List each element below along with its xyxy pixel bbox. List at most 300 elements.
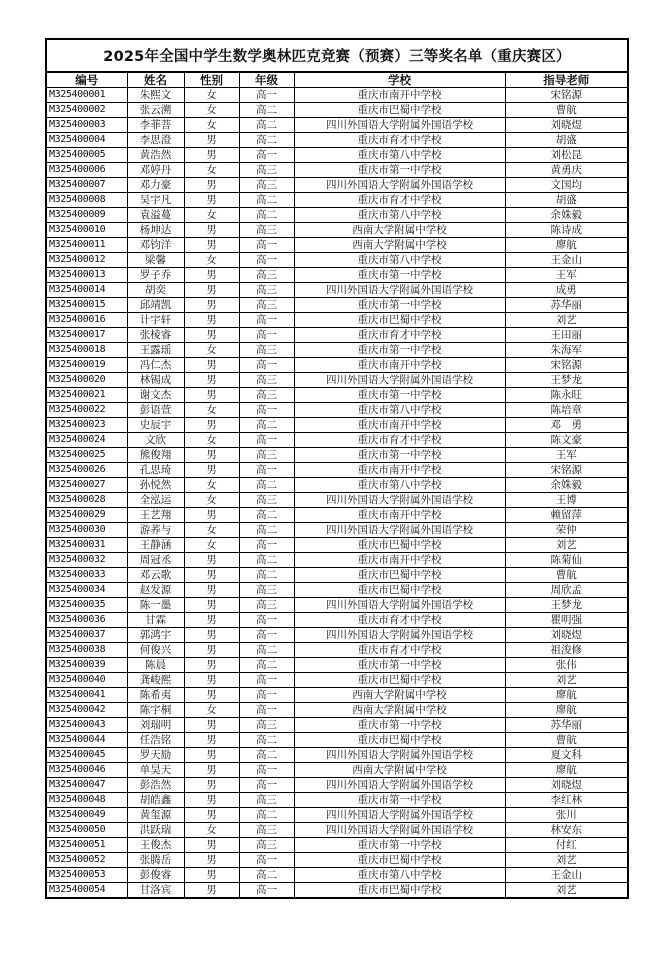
table-row: [46, 208, 628, 223]
cell-id: M325400050: [46, 823, 127, 838]
cell-grade: 高三: [239, 493, 294, 508]
table-row: [46, 838, 628, 853]
cell-school: 四川外国语大学附属外国语学校: [294, 628, 505, 643]
cell-school: 重庆市巴蜀中学校: [294, 853, 505, 868]
cell-teacher: 夏文科: [505, 748, 628, 763]
cell-school: 重庆市第一中学校: [294, 343, 505, 358]
table-row: [46, 358, 628, 373]
cell-id: M325400047: [46, 778, 127, 793]
cell-id: M325400023: [46, 418, 127, 433]
column-header-grade: 年级: [239, 72, 294, 88]
cell-gender: 男: [184, 583, 239, 598]
cell-gender: 男: [184, 448, 239, 463]
cell-gender: 男: [184, 358, 239, 373]
cell-name: 洪跃瑞: [127, 823, 184, 838]
cell-school: 重庆市南开中学校: [294, 463, 505, 478]
cell-id: M325400034: [46, 583, 127, 598]
cell-id: M325400018: [46, 343, 127, 358]
cell-teacher: 刘艺: [505, 883, 628, 899]
cell-id: M325400017: [46, 328, 127, 343]
cell-name: 邓钧洋: [127, 238, 184, 253]
cell-gender: 女: [184, 403, 239, 418]
cell-teacher: 荣仲: [505, 523, 628, 538]
cell-id: M325400016: [46, 313, 127, 328]
table-row: [46, 553, 628, 568]
cell-grade: 高三: [239, 373, 294, 388]
cell-id: M325400035: [46, 598, 127, 613]
table-row: [46, 718, 628, 733]
cell-gender: 男: [184, 508, 239, 523]
cell-grade: 高一: [239, 313, 294, 328]
table-row: [46, 148, 628, 163]
cell-id: M325400003: [46, 118, 127, 133]
cell-name: 孙悦然: [127, 478, 184, 493]
cell-gender: 女: [184, 478, 239, 493]
cell-grade: 高二: [239, 208, 294, 223]
cell-name: 胡皓鑫: [127, 793, 184, 808]
cell-teacher: 曹航: [505, 103, 628, 118]
cell-school: 四川外国语大学附属外国语学校: [294, 808, 505, 823]
cell-school: 西南大学附属中学校: [294, 763, 505, 778]
cell-grade: 高三: [239, 283, 294, 298]
cell-gender: 男: [184, 223, 239, 238]
cell-school: 重庆市第一中学校: [294, 658, 505, 673]
cell-grade: 高一: [239, 613, 294, 628]
cell-school: 重庆市第一中学校: [294, 163, 505, 178]
cell-gender: 男: [184, 283, 239, 298]
cell-id: M325400028: [46, 493, 127, 508]
cell-teacher: 成勇: [505, 283, 628, 298]
cell-id: M325400022: [46, 403, 127, 418]
cell-teacher: 廖航: [505, 688, 628, 703]
cell-grade: 高一: [239, 628, 294, 643]
cell-gender: 男: [184, 133, 239, 148]
cell-name: 李思澄: [127, 133, 184, 148]
cell-name: 黄玺源: [127, 808, 184, 823]
cell-gender: 男: [184, 568, 239, 583]
table-row: [46, 478, 628, 493]
cell-grade: 高三: [239, 388, 294, 403]
cell-school: 重庆市第八中学校: [294, 208, 505, 223]
cell-school: 重庆市南开中学校: [294, 418, 505, 433]
cell-gender: 男: [184, 328, 239, 343]
cell-teacher: 赖留萍: [505, 508, 628, 523]
table-row: [46, 628, 628, 643]
cell-grade: 高二: [239, 133, 294, 148]
table-row: [46, 328, 628, 343]
cell-id: M325400042: [46, 703, 127, 718]
cell-grade: 高二: [239, 643, 294, 658]
cell-name: 甘洛宾: [127, 883, 184, 899]
cell-id: M325400033: [46, 568, 127, 583]
cell-id: M325400024: [46, 433, 127, 448]
cell-school: 重庆市第一中学校: [294, 268, 505, 283]
table-row: [46, 748, 628, 763]
cell-grade: 高一: [239, 328, 294, 343]
table-row: [46, 283, 628, 298]
cell-name: 陈希夷: [127, 688, 184, 703]
cell-school: 重庆市巴蜀中学校: [294, 568, 505, 583]
cell-name: 陈一墨: [127, 598, 184, 613]
cell-grade: 高三: [239, 793, 294, 808]
cell-gender: 女: [184, 163, 239, 178]
table-row: [46, 868, 628, 883]
cell-grade: 高一: [239, 253, 294, 268]
cell-grade: 高二: [239, 508, 294, 523]
table-row: [46, 583, 628, 598]
cell-gender: 男: [184, 238, 239, 253]
header-row: [46, 72, 628, 88]
cell-grade: 高三: [239, 838, 294, 853]
cell-teacher: 刘艺: [505, 853, 628, 868]
cell-grade: 高三: [239, 268, 294, 283]
table-row: [46, 538, 628, 553]
cell-id: M325400044: [46, 733, 127, 748]
table-row: [46, 688, 628, 703]
cell-teacher: 廖航: [505, 703, 628, 718]
cell-school: 四川外国语大学附属外国语学校: [294, 778, 505, 793]
document-title: 2025年全国中学生数学奥林匹克竞赛（预赛）三等奖名单（重庆赛区）: [46, 39, 628, 72]
cell-grade: 高三: [239, 163, 294, 178]
cell-gender: 男: [184, 553, 239, 568]
cell-gender: 女: [184, 433, 239, 448]
cell-name: 任浩铭: [127, 733, 184, 748]
cell-name: 李菲菩: [127, 118, 184, 133]
cell-grade: 高三: [239, 583, 294, 598]
table-row: [46, 463, 628, 478]
cell-gender: 男: [184, 733, 239, 748]
cell-gender: 男: [184, 418, 239, 433]
cell-teacher: 李红林: [505, 793, 628, 808]
cell-id: M325400009: [46, 208, 127, 223]
cell-id: M325400051: [46, 838, 127, 853]
cell-name: 陈宇桐: [127, 703, 184, 718]
cell-grade: 高二: [239, 808, 294, 823]
cell-name: 黄浩然: [127, 148, 184, 163]
cell-grade: 高一: [239, 463, 294, 478]
column-header-school: 学校: [294, 72, 505, 88]
cell-name: 彭语萱: [127, 403, 184, 418]
table-row: [46, 643, 628, 658]
cell-teacher: 余姝毅: [505, 478, 628, 493]
cell-teacher: 陈诗成: [505, 223, 628, 238]
cell-grade: 高一: [239, 673, 294, 688]
cell-teacher: 刘晓煜: [505, 118, 628, 133]
cell-school: 重庆市南开中学校: [294, 508, 505, 523]
cell-teacher: 王金山: [505, 253, 628, 268]
cell-name: 史辰宇: [127, 418, 184, 433]
cell-school: 四川外国语大学附属外国语学校: [294, 823, 505, 838]
cell-id: M325400040: [46, 673, 127, 688]
cell-name: 吴宇凡: [127, 193, 184, 208]
cell-gender: 女: [184, 103, 239, 118]
cell-grade: 高一: [239, 703, 294, 718]
cell-id: M325400011: [46, 238, 127, 253]
cell-teacher: 王博: [505, 493, 628, 508]
cell-grade: 高二: [239, 478, 294, 493]
cell-teacher: 邓 勇: [505, 418, 628, 433]
cell-grade: 高一: [239, 538, 294, 553]
cell-id: M325400015: [46, 298, 127, 313]
cell-id: M325400048: [46, 793, 127, 808]
cell-id: M325400014: [46, 283, 127, 298]
cell-gender: 男: [184, 388, 239, 403]
cell-grade: 高二: [239, 193, 294, 208]
cell-gender: 男: [184, 298, 239, 313]
cell-teacher: 陈文豪: [505, 433, 628, 448]
cell-teacher: 王军: [505, 448, 628, 463]
cell-grade: 高三: [239, 298, 294, 313]
cell-name: 彭浩然: [127, 778, 184, 793]
cell-name: 罗天励: [127, 748, 184, 763]
cell-id: M325400046: [46, 763, 127, 778]
cell-teacher: 刘晓煜: [505, 778, 628, 793]
cell-teacher: 王梦龙: [505, 373, 628, 388]
cell-teacher: 苏华丽: [505, 718, 628, 733]
cell-grade: 高二: [239, 118, 294, 133]
cell-gender: 男: [184, 688, 239, 703]
cell-school: 重庆市育才中学校: [294, 328, 505, 343]
cell-id: M325400039: [46, 658, 127, 673]
cell-gender: 男: [184, 868, 239, 883]
table-row: [46, 103, 628, 118]
cell-gender: 女: [184, 118, 239, 133]
cell-school: 重庆市巴蜀中学校: [294, 583, 505, 598]
cell-grade: 高二: [239, 103, 294, 118]
cell-school: 重庆市育才中学校: [294, 643, 505, 658]
table-row: [46, 118, 628, 133]
cell-name: 全泓运: [127, 493, 184, 508]
cell-id: M325400020: [46, 373, 127, 388]
cell-id: M325400043: [46, 718, 127, 733]
cell-teacher: 陈培章: [505, 403, 628, 418]
table-row: [46, 523, 628, 538]
cell-name: 胡奕: [127, 283, 184, 298]
cell-school: 重庆市第八中学校: [294, 253, 505, 268]
cell-gender: 女: [184, 538, 239, 553]
cell-school: 四川外国语大学附属外国语学校: [294, 523, 505, 538]
cell-name: 张云溯: [127, 103, 184, 118]
table-row: [46, 733, 628, 748]
cell-teacher: 张川: [505, 808, 628, 823]
cell-grade: 高三: [239, 343, 294, 358]
cell-teacher: 曹航: [505, 568, 628, 583]
cell-id: M325400054: [46, 883, 127, 899]
cell-name: 杨坤达: [127, 223, 184, 238]
cell-gender: 男: [184, 853, 239, 868]
cell-gender: 女: [184, 208, 239, 223]
cell-gender: 男: [184, 373, 239, 388]
cell-teacher: 曹航: [505, 733, 628, 748]
table-row: [46, 313, 628, 328]
cell-grade: 高三: [239, 223, 294, 238]
cell-teacher: 廖航: [505, 238, 628, 253]
cell-school: 四川外国语大学附属外国语学校: [294, 748, 505, 763]
table-row: [46, 178, 628, 193]
cell-id: M325400013: [46, 268, 127, 283]
cell-gender: 男: [184, 793, 239, 808]
cell-name: 陈晨: [127, 658, 184, 673]
cell-school: 重庆市巴蜀中学校: [294, 103, 505, 118]
cell-name: 刘瑞明: [127, 718, 184, 733]
cell-grade: 高一: [239, 88, 294, 103]
cell-school: 重庆市第一中学校: [294, 388, 505, 403]
table-row: [46, 673, 628, 688]
cell-gender: 男: [184, 628, 239, 643]
cell-id: M325400031: [46, 538, 127, 553]
cell-teacher: 王军: [505, 268, 628, 283]
cell-name: 甘霖: [127, 613, 184, 628]
cell-teacher: 王金山: [505, 868, 628, 883]
table-row: [46, 778, 628, 793]
cell-grade: 高一: [239, 688, 294, 703]
table-row: [46, 808, 628, 823]
cell-school: 重庆市第一中学校: [294, 448, 505, 463]
cell-name: 游荞与: [127, 523, 184, 538]
cell-gender: 女: [184, 88, 239, 103]
cell-grade: 高二: [239, 868, 294, 883]
cell-teacher: 王梦龙: [505, 598, 628, 613]
table-row: [46, 658, 628, 673]
cell-gender: 男: [184, 643, 239, 658]
cell-teacher: 廖航: [505, 763, 628, 778]
cell-gender: 女: [184, 823, 239, 838]
award-table: [45, 38, 629, 899]
cell-id: M325400032: [46, 553, 127, 568]
cell-gender: 男: [184, 178, 239, 193]
cell-gender: 男: [184, 808, 239, 823]
cell-id: M325400029: [46, 508, 127, 523]
cell-school: 四川外国语大学附属外国语学校: [294, 283, 505, 298]
cell-teacher: 陈菊仙: [505, 553, 628, 568]
table-row: [46, 493, 628, 508]
cell-id: M325400008: [46, 193, 127, 208]
cell-school: 四川外国语大学附属外国语学校: [294, 178, 505, 193]
cell-school: 四川外国语大学附属外国语学校: [294, 118, 505, 133]
cell-gender: 男: [184, 463, 239, 478]
cell-name: 梁馨: [127, 253, 184, 268]
cell-school: 四川外国语大学附属外国语学校: [294, 373, 505, 388]
cell-name: 孔思琦: [127, 463, 184, 478]
cell-grade: 高一: [239, 853, 294, 868]
cell-id: M325400041: [46, 688, 127, 703]
cell-id: M325400037: [46, 628, 127, 643]
table-row: [46, 853, 628, 868]
cell-teacher: 周欣孟: [505, 583, 628, 598]
cell-id: M325400019: [46, 358, 127, 373]
cell-gender: 男: [184, 148, 239, 163]
cell-teacher: 瞿明强: [505, 613, 628, 628]
cell-name: 郭鸿宇: [127, 628, 184, 643]
table-row: [46, 268, 628, 283]
cell-grade: 高二: [239, 553, 294, 568]
cell-id: M325400049: [46, 808, 127, 823]
cell-school: 四川外国语大学附属外国语学校: [294, 598, 505, 613]
cell-school: 西南大学附属中学校: [294, 688, 505, 703]
table-row: [46, 703, 628, 718]
cell-school: 重庆市第一中学校: [294, 793, 505, 808]
cell-id: M325400001: [46, 88, 127, 103]
cell-school: 重庆市育才中学校: [294, 133, 505, 148]
cell-school: 重庆市育才中学校: [294, 613, 505, 628]
cell-school: 重庆市第八中学校: [294, 403, 505, 418]
table-row: [46, 418, 628, 433]
cell-name: 邓云歌: [127, 568, 184, 583]
table-row: [46, 253, 628, 268]
cell-school: 西南大学附属中学校: [294, 703, 505, 718]
cell-name: 冯仁杰: [127, 358, 184, 373]
cell-gender: 男: [184, 763, 239, 778]
table-row: [46, 508, 628, 523]
cell-grade: 高二: [239, 568, 294, 583]
cell-grade: 高一: [239, 763, 294, 778]
cell-teacher: 宋铭源: [505, 358, 628, 373]
cell-grade: 高二: [239, 658, 294, 673]
cell-name: 龚峻熙: [127, 673, 184, 688]
cell-gender: 男: [184, 778, 239, 793]
cell-grade: 高二: [239, 733, 294, 748]
cell-teacher: 付红: [505, 838, 628, 853]
cell-school: 重庆市育才中学校: [294, 193, 505, 208]
table-row: [46, 223, 628, 238]
cell-school: 重庆市巴蜀中学校: [294, 673, 505, 688]
cell-id: M325400012: [46, 253, 127, 268]
cell-id: M325400030: [46, 523, 127, 538]
cell-name: 林锡成: [127, 373, 184, 388]
cell-id: M325400007: [46, 178, 127, 193]
cell-name: 熊俊翔: [127, 448, 184, 463]
table-row: [46, 388, 628, 403]
cell-grade: 高二: [239, 523, 294, 538]
cell-id: M325400038: [46, 643, 127, 658]
cell-gender: 男: [184, 268, 239, 283]
cell-name: 王露瑶: [127, 343, 184, 358]
cell-id: M325400036: [46, 613, 127, 628]
cell-school: 重庆市第一中学校: [294, 298, 505, 313]
cell-grade: 高一: [239, 778, 294, 793]
cell-teacher: 祖浚修: [505, 643, 628, 658]
cell-teacher: 余姝毅: [505, 208, 628, 223]
cell-name: 计宇轩: [127, 313, 184, 328]
table-row: [46, 193, 628, 208]
cell-teacher: 刘松昆: [505, 148, 628, 163]
cell-name: 谢文杰: [127, 388, 184, 403]
cell-school: 重庆市育才中学校: [294, 433, 505, 448]
table-row: [46, 448, 628, 463]
cell-grade: 高三: [239, 448, 294, 463]
cell-id: M325400006: [46, 163, 127, 178]
cell-grade: 高三: [239, 178, 294, 193]
table-row: [46, 433, 628, 448]
cell-gender: 男: [184, 838, 239, 853]
cell-school: 重庆市第八中学校: [294, 148, 505, 163]
title-row: [46, 39, 628, 72]
cell-school: 重庆市南开中学校: [294, 358, 505, 373]
cell-id: M325400002: [46, 103, 127, 118]
cell-gender: 男: [184, 193, 239, 208]
cell-school: 重庆市巴蜀中学校: [294, 313, 505, 328]
cell-gender: 男: [184, 883, 239, 899]
cell-teacher: 林安东: [505, 823, 628, 838]
cell-name: 王艺翔: [127, 508, 184, 523]
cell-teacher: 胡盛: [505, 193, 628, 208]
cell-gender: 男: [184, 598, 239, 613]
table-row: [46, 883, 628, 899]
cell-school: 西南大学附属中学校: [294, 238, 505, 253]
cell-id: M325400053: [46, 868, 127, 883]
table-row: [46, 373, 628, 388]
cell-school: 重庆市第一中学校: [294, 838, 505, 853]
